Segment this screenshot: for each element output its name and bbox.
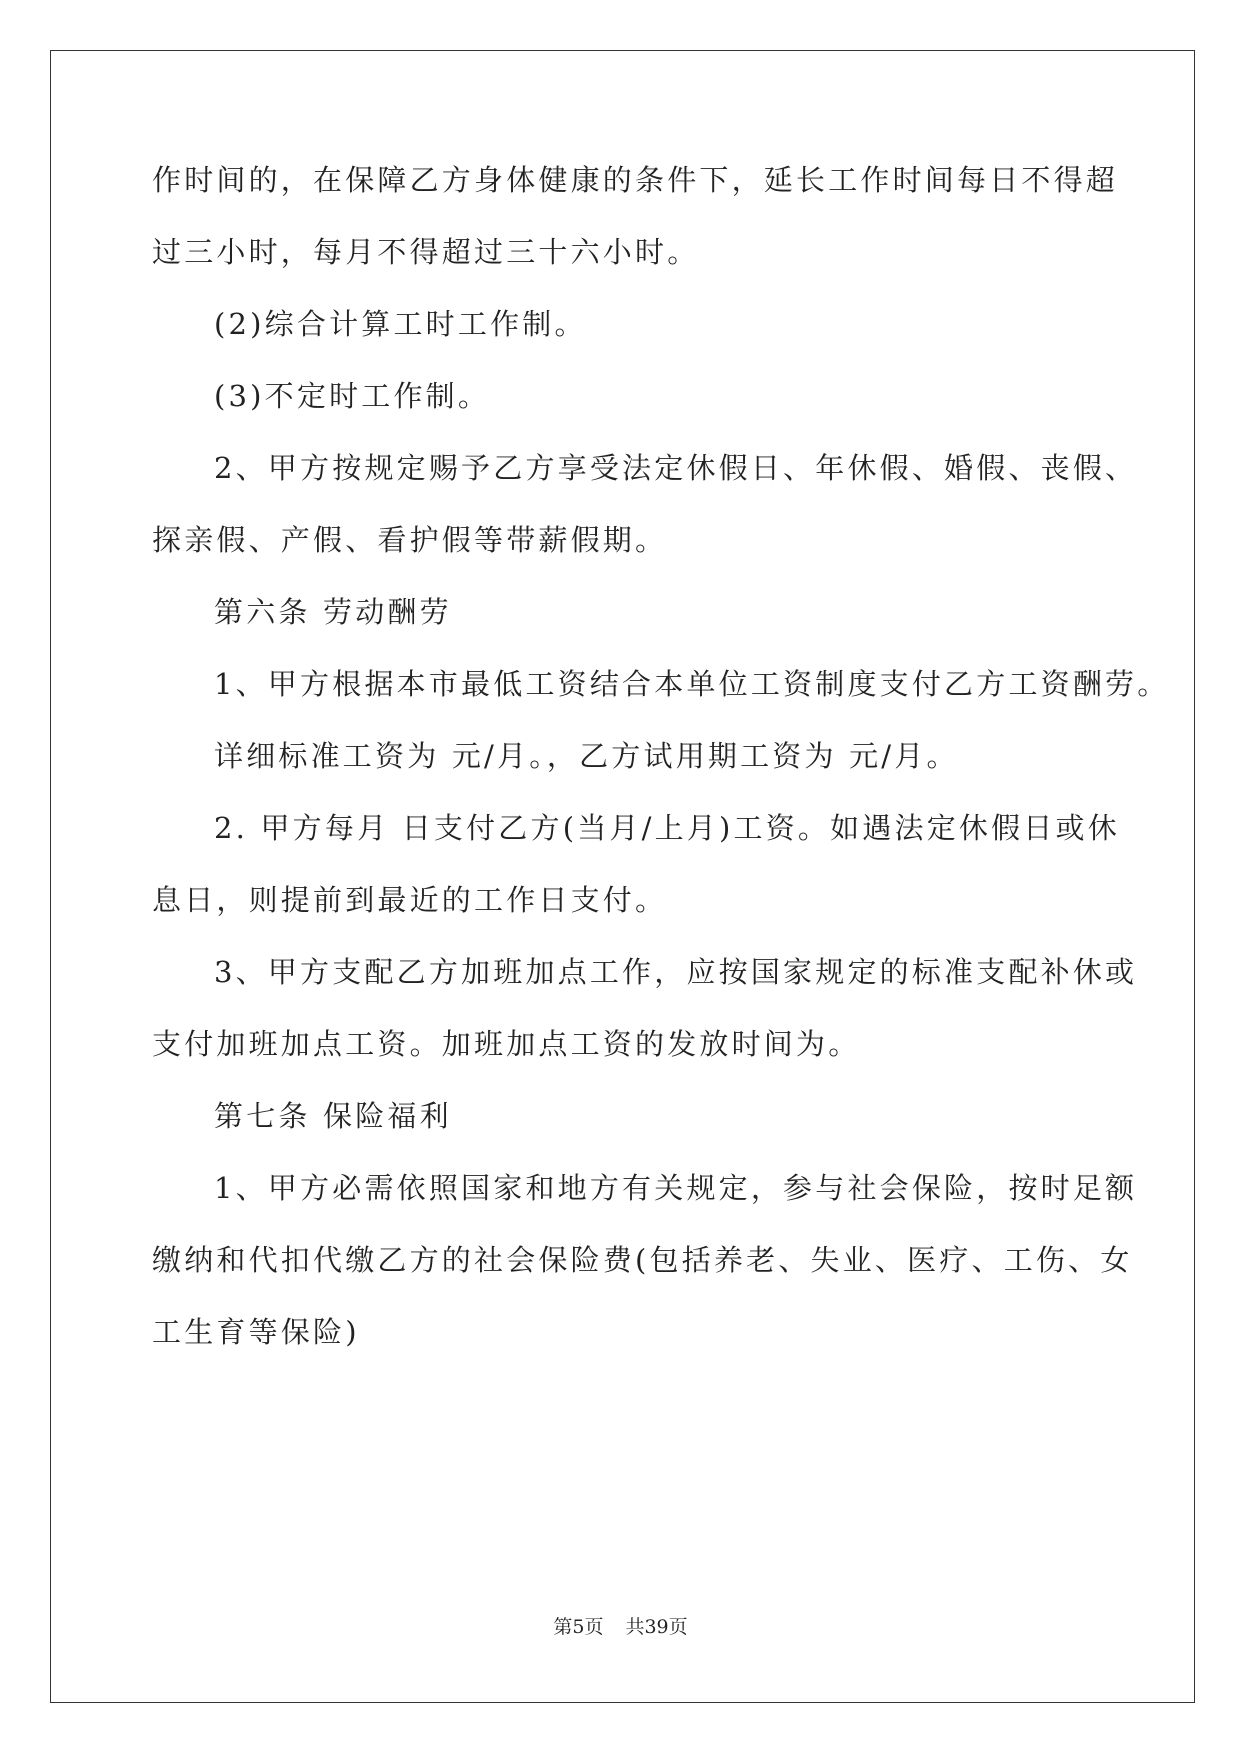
paragraph-line: 支付加班加点工资。加班加点工资的发放时间为。 xyxy=(152,1027,861,1061)
paragraph-line: 探亲假、产假、看护假等带薪假期。 xyxy=(152,523,668,557)
paragraph-line: 过三小时，每月不得超过三十六小时。 xyxy=(152,235,700,269)
paragraph-line: 3、甲方支配乙方加班加点工作，应按国家规定的标准支配补休或 xyxy=(214,955,1138,989)
paragraph-line: 缴纳和代扣代缴乙方的社会保险费(包括养老、失业、医疗、工伤、女 xyxy=(152,1243,1133,1277)
paragraph-line: 工生育等保险) xyxy=(152,1315,360,1349)
paragraph-line: 2、甲方按规定赐予乙方享受法定休假日、年休假、婚假、丧假、 xyxy=(214,451,1138,485)
paragraph-line: 1、甲方必需依照国家和地方有关规定，参与社会保险，按时足额 xyxy=(214,1171,1138,1205)
paragraph-line: (3)不定时工作制。 xyxy=(214,379,491,413)
paragraph-line: 1、甲方根据本市最低工资结合本单位工资制度支付乙方工资酬劳。 xyxy=(214,667,1170,701)
paragraph-line: (2)综合计算工时工作制。 xyxy=(214,307,587,341)
paragraph-line: 2. 甲方每月 日支付乙方(当月/上月)工资。如遇法定休假日或休 xyxy=(214,811,1120,845)
page-footer xyxy=(0,1612,1241,1639)
page-total: 共39页 xyxy=(625,1616,688,1638)
paragraph-line: 作时间的，在保障乙方身体健康的条件下，延长工作时间每日不得超 xyxy=(152,163,1119,197)
page-border xyxy=(50,50,1195,1703)
section-heading: 第七条 保险福利 xyxy=(214,1099,452,1133)
page-number: 第5页 xyxy=(553,1616,604,1638)
section-heading: 第六条 劳动酬劳 xyxy=(214,595,452,629)
paragraph-line: 详细标准工资为 元/月。，乙方试用期工资为 元/月。 xyxy=(214,739,959,773)
paragraph-line: 息日，则提前到最近的工作日支付。 xyxy=(152,883,668,917)
